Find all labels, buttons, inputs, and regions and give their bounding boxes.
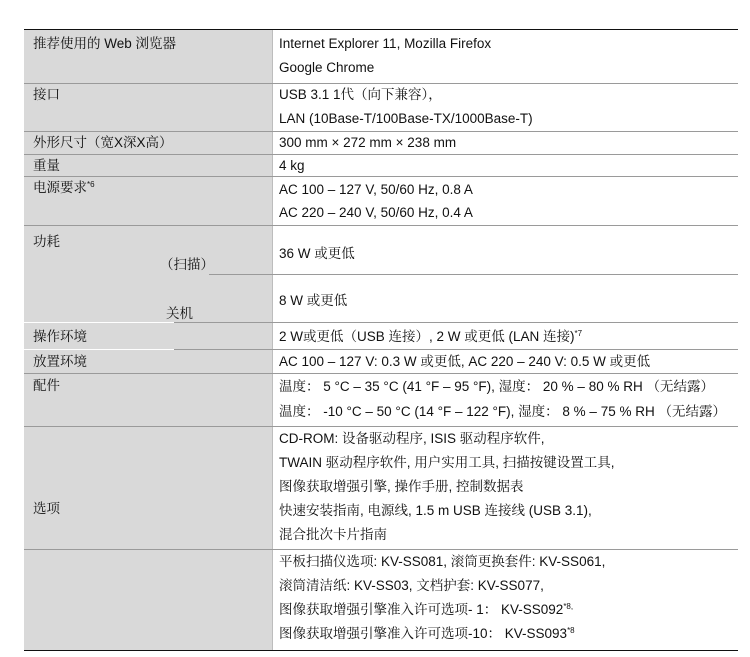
- row-interface: [24, 84, 738, 131]
- value-browser-1: Internet Explorer 11, Mozilla Firefox: [279, 36, 492, 51]
- row-extras: [24, 550, 738, 650]
- footnote-mark: *7: [574, 329, 583, 338]
- row-accessories: [24, 374, 738, 426]
- label-operating-env: 操作环境: [33, 329, 87, 344]
- label-cell: [24, 427, 272, 549]
- value-weight: 4 kg: [279, 158, 305, 173]
- value-cell: [272, 550, 738, 650]
- label-dimensions: 外形尺寸（宽X深X高）: [33, 135, 173, 150]
- value-accessories-1: 温度： 5 °C – 35 °C (41 °F – 95 °F), 湿度： 20 % – 80 % RH （无结露）: [279, 379, 714, 394]
- label-accessories: 配件: [33, 378, 60, 393]
- label-cell: [24, 550, 272, 650]
- value-options-5: 混合批次卡片指南: [279, 527, 387, 542]
- value-interface-2: LAN (10Base-T/100Base-TX/1000Base-T): [279, 111, 533, 126]
- label-cell: [24, 323, 272, 349]
- value-extras-1: 平板扫描仪选项: KV-SS081, 滚筒更换套件: KV-SS061,: [279, 554, 606, 569]
- row-options: [24, 427, 738, 549]
- label-browser: 推荐使用的 Web 浏览器: [33, 36, 177, 51]
- row-storage-env: [24, 350, 738, 373]
- label-options: 选项: [33, 501, 60, 516]
- label-storage-env: 放置环境: [33, 354, 87, 369]
- footnote-mark: *8: [567, 626, 575, 635]
- label-cell: [24, 132, 272, 154]
- row-operating-env: [24, 323, 738, 349]
- label-cell: [24, 350, 272, 373]
- value-cell: [272, 132, 738, 154]
- label-off: 关机: [166, 306, 193, 321]
- value-license-10: 图像获取增强引擎准入许可选项-10： KV-SS093$^{*8}$: [279, 626, 575, 641]
- value-power-2: AC 220 – 240 V, 50/60 Hz, 0.4 A: [279, 205, 473, 220]
- label-scan: （扫描）: [160, 257, 214, 272]
- value-scan: 36 W 或更低: [279, 246, 355, 261]
- label-consumption: 功耗: [33, 234, 60, 249]
- value-options-2: TWAIN 驱动程序软件, 用户实用工具, 扫描按键设置工具,: [279, 455, 615, 470]
- value-storage-env: AC 100 – 127 V: 0.3 W 或更低, AC 220 – 240 V: 0.5 W 或更低: [279, 354, 651, 369]
- value-options-4: 快速安装指南, 电源线, 1.5 m USB 连接线 (USB 3.1),: [279, 503, 592, 518]
- value-cell: [272, 350, 738, 373]
- value-cell: [272, 427, 738, 549]
- value-options-1: CD-ROM: 设备驱动程序, ISIS 驱动程序软件,: [279, 431, 545, 446]
- value-power-1: AC 100 – 127 V, 50/60 Hz, 0.8 A: [279, 182, 473, 197]
- label-cell: [24, 374, 272, 426]
- value-interface-1: USB 3.1 1代（向下兼容），: [279, 87, 442, 102]
- value-license-1: 图像获取增强引擎准入许可选项- 1： $KV-SS092^{*8,}$: [279, 602, 574, 617]
- label-cell: [24, 177, 272, 225]
- row-power: [24, 177, 738, 225]
- row-separator: [209, 274, 738, 275]
- label-cell: [24, 155, 272, 176]
- label-power: 电源要求$^{*6}$: [33, 180, 95, 195]
- footnote-mark: *6: [87, 180, 95, 189]
- footnote-mark: *8,: [563, 602, 574, 611]
- label-interface: 接口: [33, 87, 60, 102]
- value-cell: [272, 84, 738, 131]
- value-options-3: 图像获取增强引擎, 操作手册, 控制数据表: [279, 479, 524, 494]
- value-cell: [272, 323, 738, 349]
- value-accessories-2: 温度： -10 °C – 50 °C (14 °F – 122 °F), 湿度： 8 % – 75 % RH （无结露）: [279, 404, 726, 419]
- value-browser-2: Google Chrome: [279, 60, 375, 75]
- label-weight: 重量: [33, 158, 60, 173]
- row-browser: [24, 30, 738, 83]
- label-cell: [24, 84, 272, 131]
- value-dimensions: 300 mm × 272 mm × 238 mm: [279, 135, 457, 150]
- row-weight: [24, 155, 738, 176]
- spec-table: [24, 29, 738, 651]
- value-cell: [272, 177, 738, 225]
- value-cell: [272, 374, 738, 426]
- row-dimensions: [24, 132, 738, 154]
- value-extras-2: 滚筒清洁纸: KV-SS03, 文档护套: KV-SS077,: [279, 578, 544, 593]
- value-operating-env: 2 W或更低（USB 连接）, 2 W 或更低 (LAN 连接)$^{*7}$: [279, 329, 583, 344]
- value-off: 8 W 或更低: [279, 293, 348, 308]
- label-cell: [24, 30, 272, 83]
- value-cell: [272, 30, 738, 83]
- value-cell: [272, 155, 738, 176]
